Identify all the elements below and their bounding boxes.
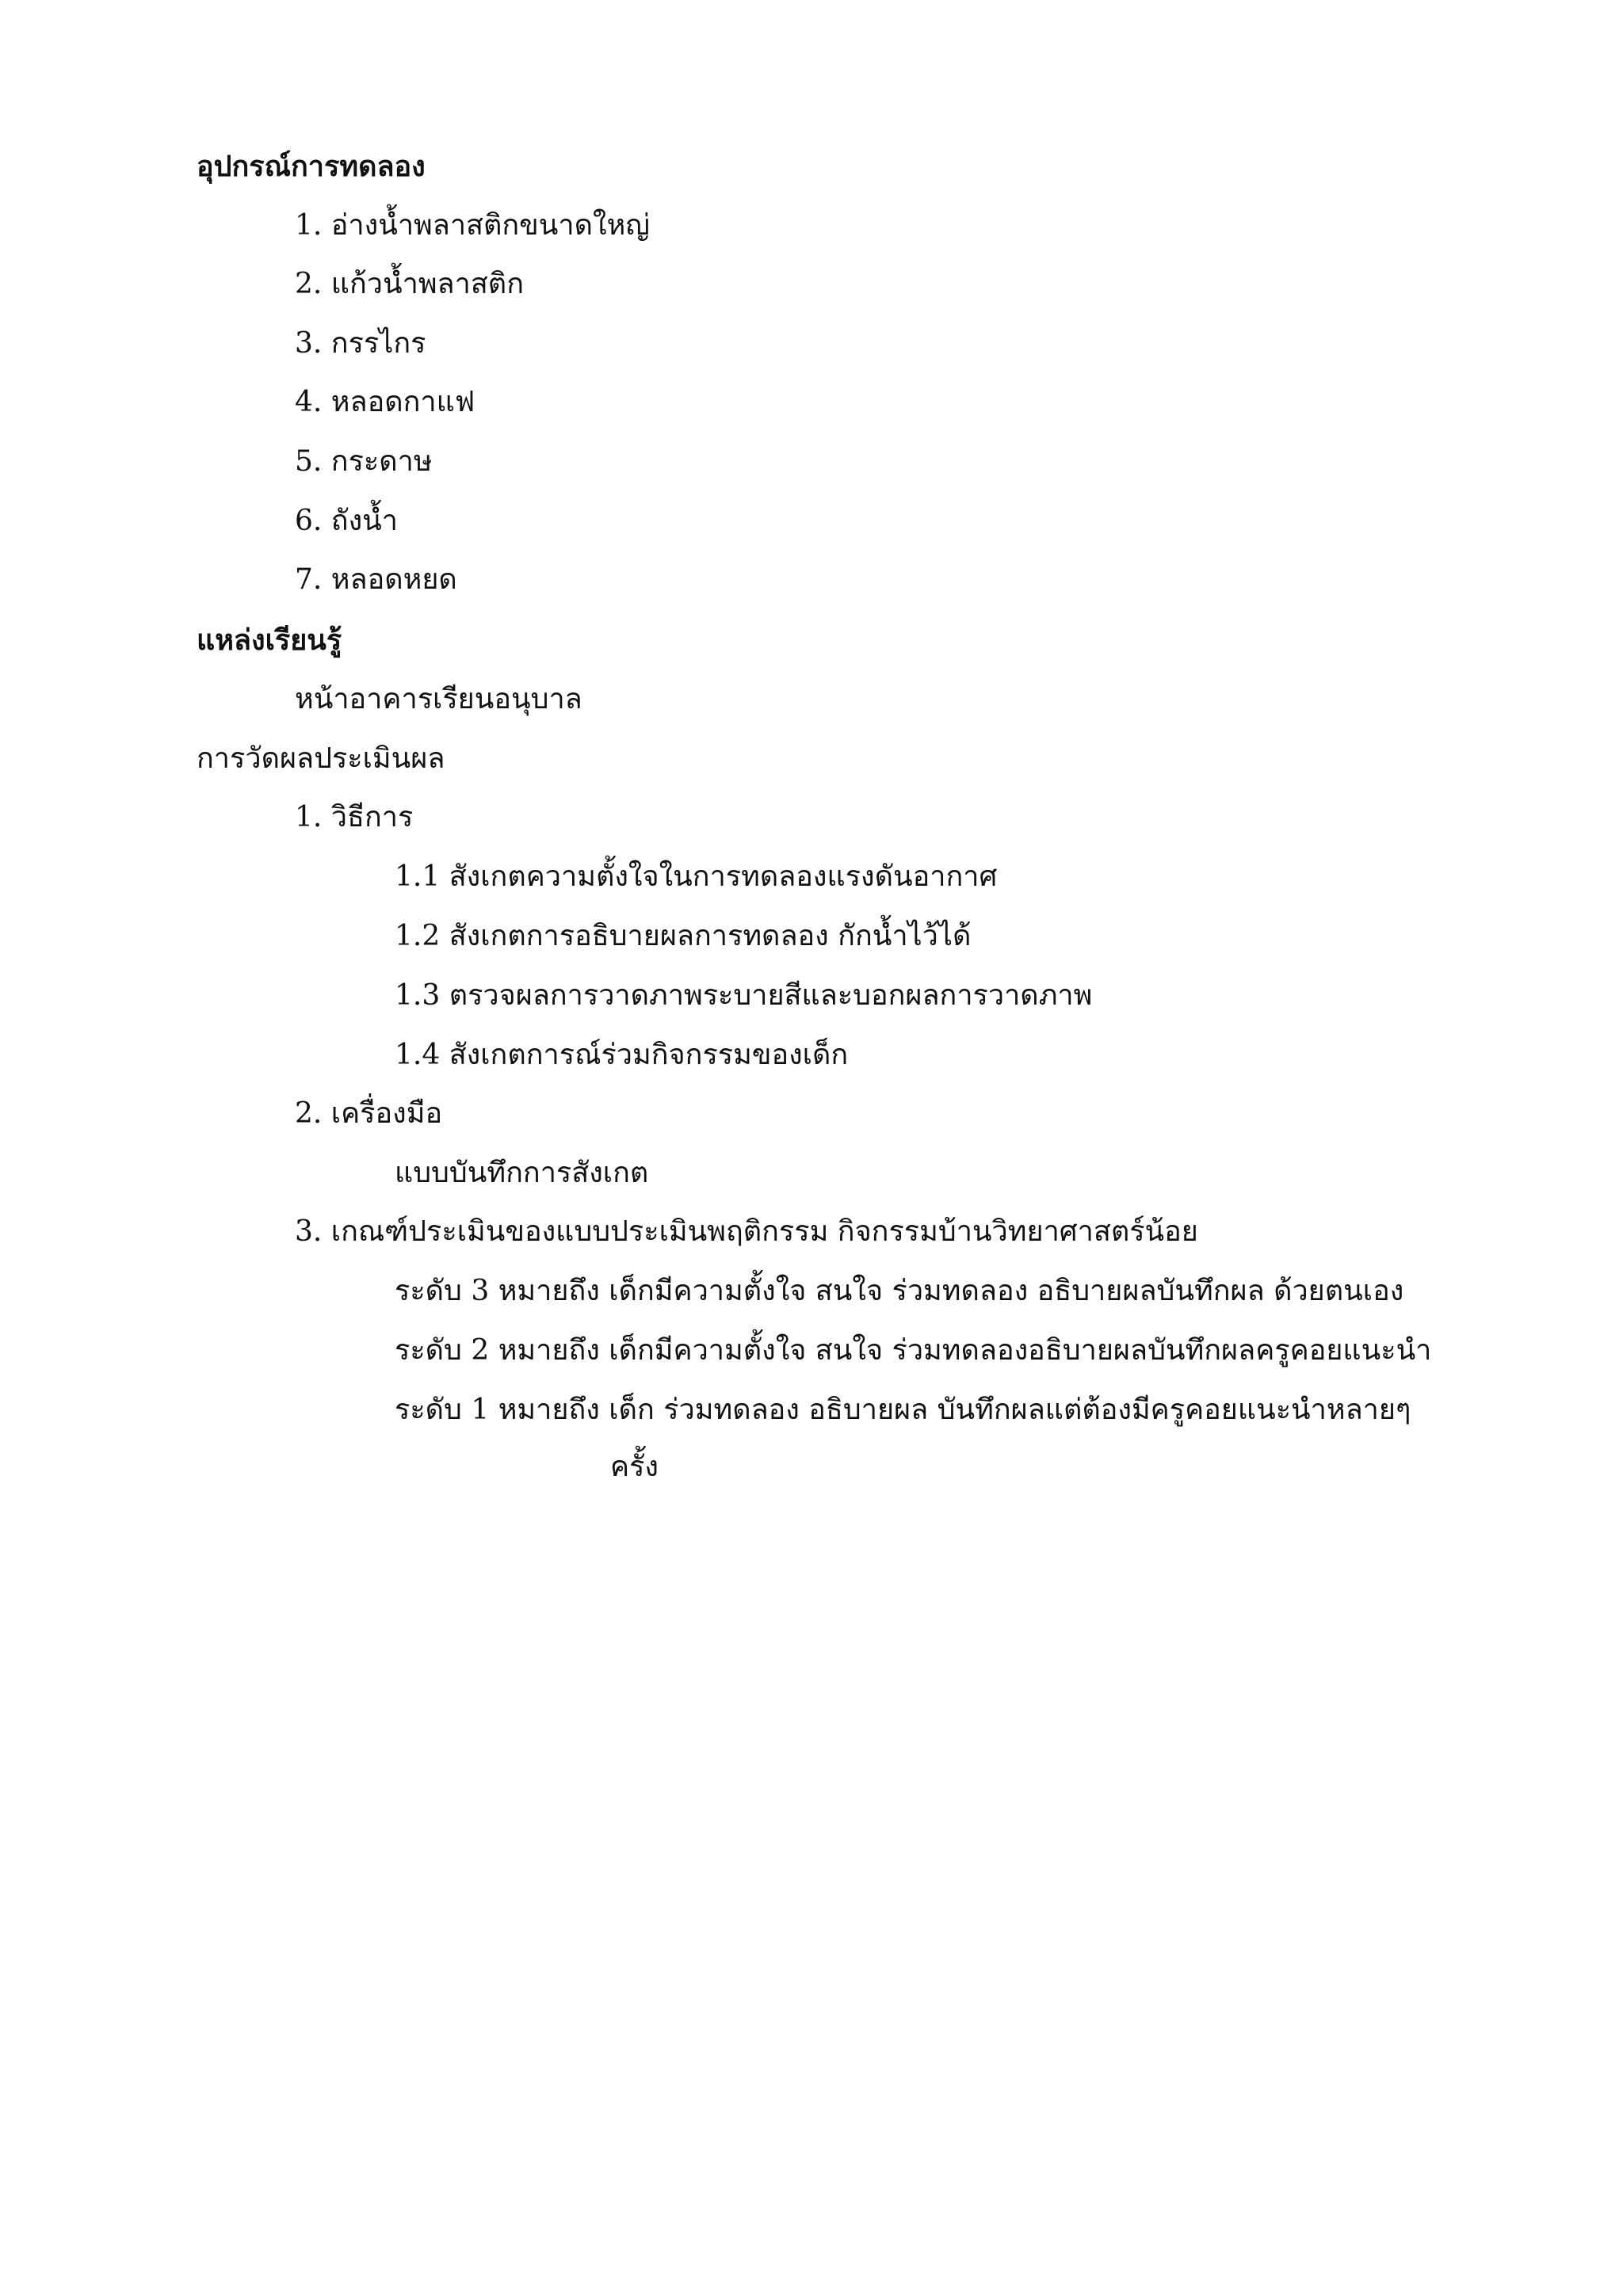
learning-source-heading: แหล่งเรียนรู้ <box>197 624 342 657</box>
criteria-level-3: ระดับ 3 หมายถึง เด็กมีความตั้งใจ สนใจ ร่วมทดลอง อธิบายผลบันทึกผล ด้วยตนเอง <box>395 1275 1404 1307</box>
equipment-item: 4. หลอดกาแฟ <box>295 386 475 418</box>
method-item: 1.1 สังเกตความตั้งใจในการทดลองแรงดันอากาศ <box>395 860 998 893</box>
equipment-item: 5. กระดาษ <box>295 445 433 478</box>
method-item: 1.2 สังเกตการอธิบายผลการทดลอง กักน้ำไว้ได้ <box>395 920 972 952</box>
criteria-level-1: ระดับ 1 หมายถึง เด็ก ร่วมทดลอง อธิบายผล บันทึกผลแต่ต้องมีครูคอยแนะนำหลายๆ <box>395 1394 1411 1426</box>
criteria-level-1-continuation: ครั้ง <box>610 1451 659 1483</box>
method-item: 1.3 ตรวจผลการวาดภาพระบายสีและบอกผลการวาดภาพ <box>395 979 1093 1012</box>
equipment-item: 3. กรรไกร <box>295 327 426 360</box>
evaluation-heading: การวัดผลประเมินผล <box>197 742 445 775</box>
equipment-heading: อุปกรณ์การทดลอง <box>197 150 426 183</box>
equipment-item: 7. หลอดหยด <box>295 563 457 596</box>
method-title: 1. วิธีการ <box>295 801 414 833</box>
criteria-level-2: ระดับ 2 หมายถึง เด็กมีความตั้งใจ สนใจ ร่วมทดลองอธิบายผลบันทึกผลครูคอยแนะนำ <box>395 1334 1432 1367</box>
equipment-item: 2. แก้วน้ำพลาสติก <box>295 268 524 300</box>
learning-source-text: หน้าอาคารเรียนอนุบาล <box>295 683 582 715</box>
criteria-title: 3. เกณฑ์ประเมินของแบบประเมินพฤติกรรม กิจกรรมบ้านวิทยาศาสตร์น้อย <box>295 1215 1198 1248</box>
tools-title: 2. เครื่องมือ <box>295 1097 443 1130</box>
tools-text: แบบบันทึกการสังเกต <box>395 1157 649 1189</box>
equipment-item: 1. อ่างน้ำพลาสติกขนาดใหญ่ <box>295 209 650 242</box>
equipment-item: 6. ถังน้ำ <box>295 505 398 537</box>
method-item: 1.4 สังเกตการณ์ร่วมกิจกรรมของเด็ก <box>395 1039 849 1071</box>
